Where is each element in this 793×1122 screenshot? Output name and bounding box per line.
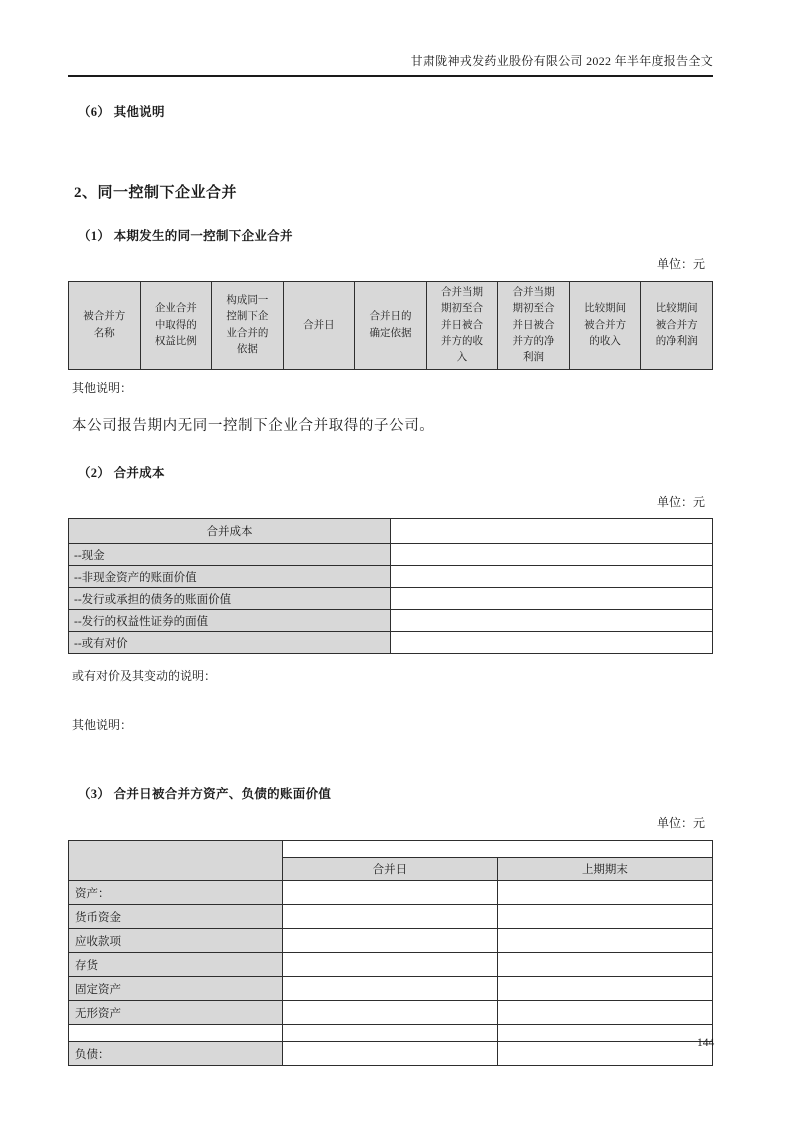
table-header-cell: 企业合并中取得的权益比例 — [140, 282, 212, 370]
unit-label-2: 单位：元 — [656, 495, 705, 510]
table-header-cell: 合并当期期初至合并日被合并方的收入 — [426, 282, 498, 370]
table-row — [69, 1001, 713, 1025]
table-row — [69, 929, 713, 953]
row-label-cell: --或有对价 — [69, 632, 391, 654]
column-header-cell: 上期期末 — [497, 858, 712, 881]
row-label-cell: --发行或承担的债务的账面价值 — [69, 588, 391, 610]
value-cell — [391, 588, 713, 610]
table-row — [69, 905, 713, 929]
row-label-cell: 存货 — [69, 953, 283, 977]
table-header-row — [69, 282, 713, 370]
corner-cell — [69, 841, 283, 881]
table-row — [69, 953, 713, 977]
page-content — [68, 0, 713, 1066]
value-cell — [391, 632, 713, 654]
value-cell — [282, 1042, 497, 1066]
heading-other-notes-6: （6） 其他说明 — [78, 105, 165, 119]
value-cell — [391, 610, 713, 632]
table-header-cell: 构成同一控制下企业合并的依据 — [212, 282, 284, 370]
unit-label-1: 单位：元 — [656, 257, 705, 271]
table-row — [69, 610, 713, 632]
other-notes-label: 其他说明： — [72, 381, 133, 396]
table-header-cell: 合并日的确定依据 — [355, 282, 427, 370]
row-label-cell: 资产： — [69, 881, 283, 905]
value-cell — [282, 953, 497, 977]
no-merger-statement: 本公司报告期内无同一控制下企业合并取得的子公司。 — [72, 418, 435, 435]
value-cell — [391, 544, 713, 566]
value-cell — [282, 905, 497, 929]
value-cell — [497, 929, 712, 953]
row-label-cell: 无形资产 — [69, 1001, 283, 1025]
value-cell — [497, 953, 712, 977]
value-cell — [497, 905, 712, 929]
table-row — [69, 1025, 713, 1042]
table-row — [69, 881, 713, 905]
row-label-cell: --非现金资产的账面价值 — [69, 566, 391, 588]
value-cell — [497, 1001, 712, 1025]
merger-overview-table — [68, 281, 713, 370]
heading-merger-cost: （2） 合并成本 — [78, 466, 165, 481]
contingent-consideration-note: 或有对价及其变动的说明： — [72, 669, 217, 684]
assets-liabilities-table — [68, 840, 713, 1066]
value-cell — [282, 1001, 497, 1025]
value-cell — [282, 929, 497, 953]
row-label-cell — [69, 1025, 283, 1042]
table-row — [69, 566, 713, 588]
row-label-cell: 固定资产 — [69, 977, 283, 1001]
heading-current-period-merger: （1） 本期发生的同一控制下企业合并 — [78, 229, 293, 243]
value-cell — [497, 1042, 712, 1066]
table-header-cell: 被合并方名称 — [69, 282, 141, 370]
value-cell — [497, 1025, 712, 1042]
table-row — [69, 588, 713, 610]
table-header-cell: 合并当期期初至合并日被合并方的净利润 — [498, 282, 570, 370]
row-label-cell: --发行的权益性证券的面值 — [69, 610, 391, 632]
other-notes-label: 其他说明： — [72, 718, 133, 733]
table-header-row — [69, 519, 713, 544]
merger-cost-table — [68, 518, 713, 654]
table-row — [69, 632, 713, 654]
page-number: 144 — [697, 1037, 715, 1049]
table-header-cell: 比较期间被合并方的净利润 — [641, 282, 713, 370]
unit-label-3: 单位：元 — [656, 816, 705, 831]
value-cell — [391, 566, 713, 588]
merger-cost-header-cell: 合并成本 — [69, 519, 391, 544]
value-cell — [282, 1025, 497, 1042]
table-header-row — [69, 841, 713, 858]
value-cell — [282, 977, 497, 1001]
column-header-cell: 合并日 — [282, 858, 497, 881]
table-row — [69, 1042, 713, 1066]
table-row — [69, 977, 713, 1001]
blank-header-cell — [282, 841, 712, 858]
heading-common-control-merger: 2、同一控制下企业合并 — [74, 185, 238, 201]
value-cell — [497, 977, 712, 1001]
row-label-cell: 负债： — [69, 1042, 283, 1066]
row-label-cell: --现金 — [69, 544, 391, 566]
heading-book-value: （3） 合并日被合并方资产、负债的账面价值 — [78, 787, 332, 802]
page-header-title: 甘肃陇神戎发药业股份有限公司 2022 年半年度报告全文 — [68, 52, 713, 77]
table-header-cell: 合并日 — [283, 282, 355, 370]
row-label-cell: 应收款项 — [69, 929, 283, 953]
table-header-cell: 比较期间被合并方的收入 — [569, 282, 641, 370]
value-cell — [282, 881, 497, 905]
table-row — [69, 544, 713, 566]
value-cell — [497, 881, 712, 905]
row-label-cell: 货币资金 — [69, 905, 283, 929]
value-cell — [391, 519, 713, 544]
